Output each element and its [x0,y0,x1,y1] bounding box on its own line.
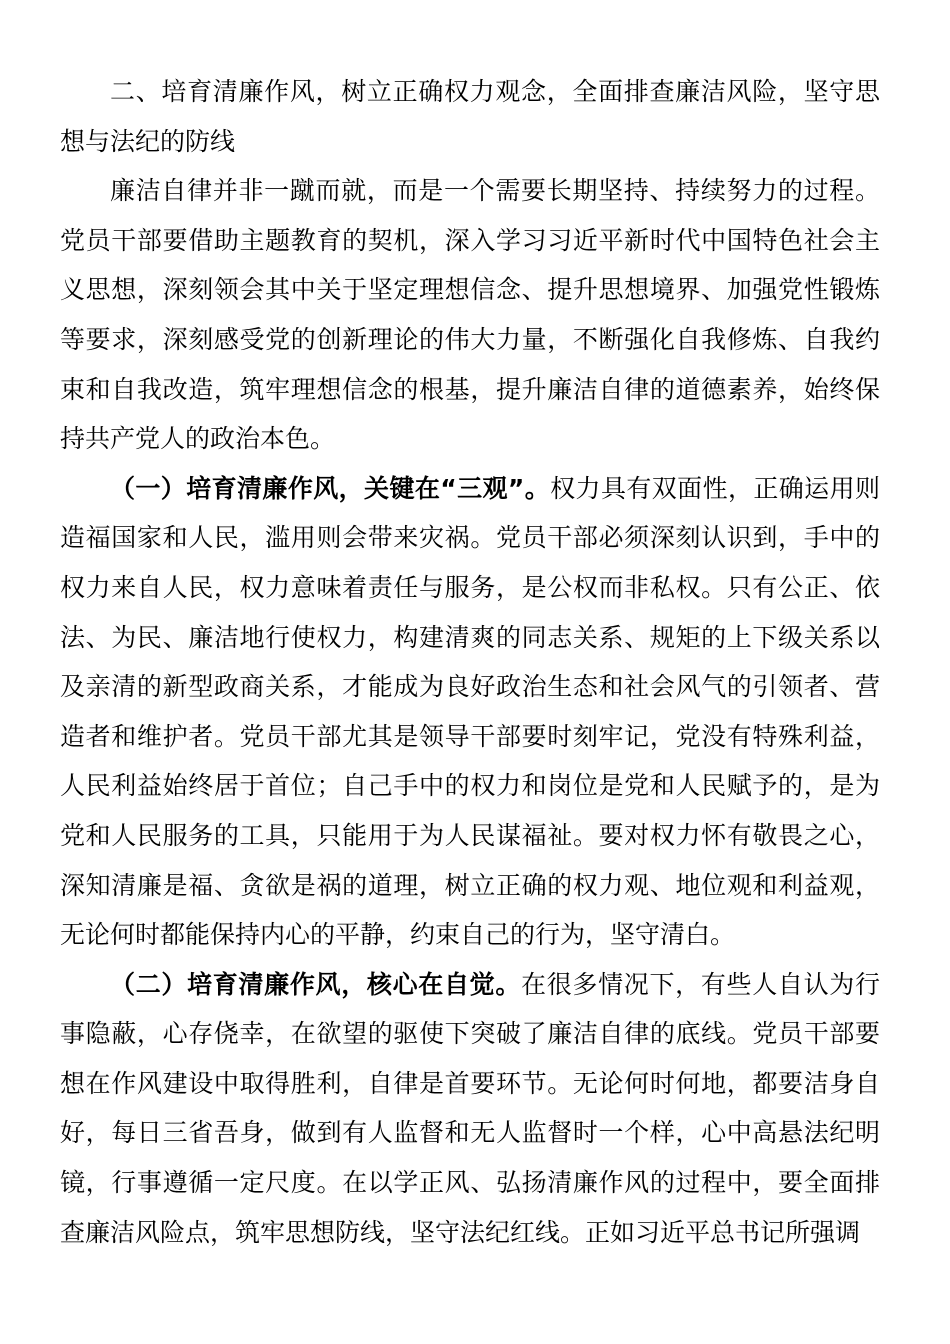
section-heading: 二、培育清廉作风，树立正确权力观念，全面排查廉洁风险，坚守思想与法纪的防线 [60,77,880,156]
document-page [60,67,880,1257]
subsection-2-heading: （二）培育清廉作风，核心在自觉。 [110,969,522,999]
subsection-1-heading: （一）培育清廉作风，关键在“三观”。 [110,473,551,503]
subsection-2-paragraph [60,960,880,1258]
intro-paragraph: 廉洁自律并非一蹴而就，而是一个需要长期坚持、持续努力的过程。党员干部要借助主题教育的契机，深入学习习近平新时代中国特色社会主义思想，深刻领会其中关于坚定理想信念、提升思想境界、加强党性锻炼等要求，深刻感受党的创新理论的伟大力量，不断强化自我修炼、自我约束和自我改造，筑牢理想信念的根基，提升廉洁自律的道德素养，始终保持共产党人的政治本色。 [60,176,880,454]
subsection-2-body: 在很多情况下，有些人自认为行事隐蔽，心存侥幸，在欲望的驱使下突破了廉洁自律的底线。党员干部要想在作风建设中取得胜利，自律是首要环节。无论何时何地，都要洁身自好，每日三省吾身，做到有人监督和无人监督时一个样，心中高悬法纪明镜，行事遵循一定尺度。在以学正风、弘扬清廉作风的过程中，要全面排查廉洁风险点，筑牢思想防线，坚守法纪红线。正如习近平总书记所强调 [60,969,880,1247]
subsection-1-body: 权力具有双面性，正确运用则造福国家和人民，滥用则会带来灾祸。党员干部必须深刻认识到，手中的权力来自人民，权力意味着责任与服务，是公权而非私权。只有公正、依法、为民、廉洁地行使权力，构建清爽的同志关系、规矩的上下级关系以及亲清的新型政商关系，才能成为良好政治生态和社会风气的引领者、营造者和维护者。党员干部尤其是领导干部要时刻牢记，党没有特殊利益，人民利益始终居于首位；自己手中的权力和岗位是党和人民赋予的，是为党和人民服务的工具，只能用于为人民谋福祉。要对权力怀有敬畏之心，深知清廉是福、贪欲是祸的道理，树立正确的权力观、地位观和利益观，无论何时都能保持内心的平静，约束自己的行为，坚守清白。 [60,473,880,950]
subsection-1-paragraph [60,464,880,960]
